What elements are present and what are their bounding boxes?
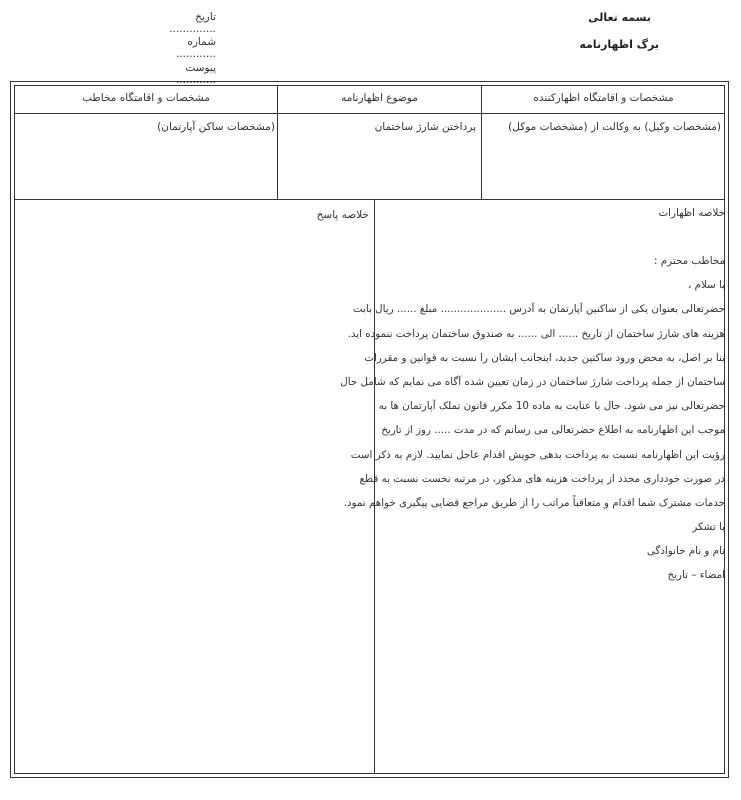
letter-line: حضرتعالی بعنوان یکی از ساکنین آپارتمان به آدرس .................... مبلغ ...... ریال بابت [352,303,725,316]
declarant-value: (مشخصات وکیل) به وکالت از (مشخصات موکل) [508,121,721,133]
signature-date: امضاء – تاریخ [667,569,725,582]
bismillah: بسمه تعالی [588,11,651,24]
letter-line: هزینه های شارژ ساختمان از تاریخ ...... الی ...... به صندوق ساختمان پرداخت ننموده اید. [347,327,725,340]
letter-line: خدمات مشترک شما اقدام و متعاقباً مراتب را از طریق مراجع قضایی پیگیری خواهم نمود. [343,496,725,509]
closing-thanks: با تشکر [692,521,725,534]
column-header-subject: موضوع اظهارنامه [341,92,418,104]
addressee-value: (مشخصات ساکن آپارتمان) [157,121,275,133]
header-row-divider [14,113,725,114]
response-summary-title: خلاصه پاسخ [316,209,369,221]
form-title: برگ اظهارنامه [579,38,659,51]
letter-line: با سلام ، [687,279,725,292]
attachment-label: پیوست ............ [175,62,216,86]
number-label: شماره ............ [175,36,216,60]
letter-line: ساختمان از جمله پرداخت شارژ ساختمان در زمان تعیین شده آگاه می نمایم که شامل حال [340,375,725,388]
letter-line: رؤیت این اظهارنامه نسبت به پرداخت بدهی خویش اقدام عاجل نمایید. لازم به ذکر است [350,448,725,461]
table-bottom-divider [14,199,725,200]
letter-line: بنا بر اصل، به محض ورود ساکنین جدید، اینجانب ایشان را نسبت به قوانین و مقررات [364,351,725,364]
subject-value: پرداختن شارژ ساختمان [374,121,476,133]
declarations-summary-title: خلاصه اظهارات [658,207,725,219]
column-header-addressee: مشخصات و اقامتگاه مخاطب [82,92,210,104]
letter-line: مخاطب محترم : [654,255,725,267]
signer-name: نام و نام خانوادگی [646,545,725,558]
letter-line: موجب این اظهارنامه به اطلاع حضرتعالی می رسانم که در مدت ..... روز از تاریخ [381,424,725,437]
date-label: تاریخ .............. [169,11,216,35]
letter-line: در صورت خودداری مجدد از پرداخت هزینه های مذکور، در مرتبه نخست نسبت به قطع [359,472,725,485]
column-header-declarant: مشخصات و اقامتگاه اظهارکننده [533,92,674,104]
letter-line: حضرتعالی نیز می شود. حال با عنایت به ماده 10 مکرر قانون تملک آپارتمان ها به [378,400,725,413]
